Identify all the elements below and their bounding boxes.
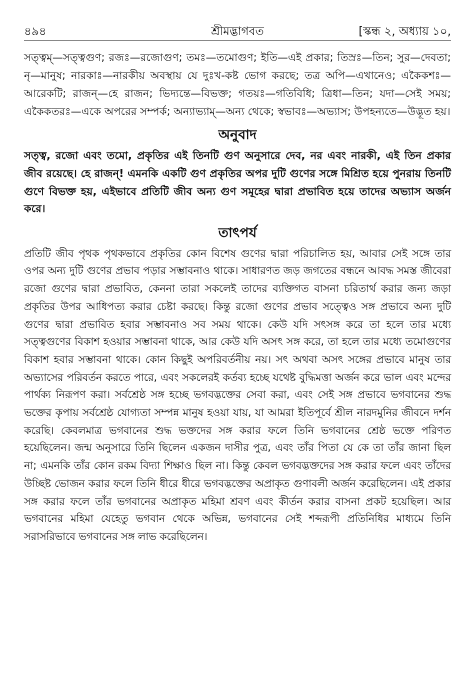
translation-paragraph: সত্ত্ব, রজো এবং তমো, প্রকৃতির এই তিনটি গুণ অনুসারে দেব, নর এবং নারকী, এই তিন প্রকার জীব রয়েছে। হে রাজন্! এমনকি একটি গুণ প্রকৃতির অপর দুটি গুণের সঙ্গে মিশ্রিত হয়ে পুনরায় তিনটি গুণে বিভক্ত হয়, এইভাবে প্রতিটি জীব অন্য গুণ সমূহের দ্বারা প্রভাবিত হয়ে তাদের অভ্যাস অর্জন করে। (24, 150, 451, 216)
purport-paragraph: প্রতিটি জীব পৃথক পৃথকভাবে প্রকৃতির কোন বিশেষ গুণের দ্বারা পরিচালিত হয়, আবার সেই সঙ্গে তার ওপর অন্য দুটি গুণের প্রভাব পড়ার সম্ভাবনাও থাকে। সাধারণত জড় জগতের বন্ধনে আবদ্ধ সমস্ত জীবেরা রজো গুণের দ্বারা প্রভাবিত, কেননা তারা সকলেই তাদের ব্যক্তিগত বাসনা চরিতার্থ করার জন্য জড়া প্রকৃতির উপর আধিপত্য করার চেষ্টা করছে। কিন্তু রজো গুণের প্রভাব সত্ত্বেও সঙ্গ প্রভাবে অন্য দুটি গুণের দ্বারা প্রভাবিত হবার সম্ভাবনাও সব সময় থাকে। কেউ যদি সৎসঙ্গ করে তা হলে তার মধ্যে সত্ত্বগুণের বিকাশ হওয়ার সম্ভাবনা থাকে, আর কেউ যদি অসৎ সঙ্গ করে, তা হলে তার মধ্যে তমোগুণের বিকাশ হবার সম্ভাবনা থাকে। কোন কিছুই অপরিবর্তনীয় নয়। সৎ অথবা অসৎ সঙ্গের প্রভাবে মানুষ তার অভ্যাসের পরিবর্তন করতে পারে, এবং সকলেরই কর্তব্য হচ্ছে যথেষ্ট বুদ্ধিমত্তা অর্জন করে ভাল এবং মন্দের পার্থক্য নিরূপণ করা। সর্বশ্রেষ্ঠ সঙ্গ হচ্ছে ভগবদ্ভক্তের সেবা করা, এবং সেই সঙ্গ প্রভাবে ভগবানের শুদ্ধ ভক্তের কৃপায় সর্বশ্রেষ্ঠ যোগ্যতা সম্পন্ন মানুষ হওয়া যায়, যা আমরা ইতিপূর্বে শ্রীল নারদমুনির জীবনে দর্শন করেছি। কেবলমাত্র ভগবানের শুদ্ধ ভক্তদের সঙ্গ করার ফলে তিনি ভগবানের শ্রেষ্ঠ ভক্তে পরিণত হয়েছিলেন। জন্ম অনুসারে তিনি ছিলেন একজন দাসীর পুত্র, এবং তাঁর পিতা যে কে তা তাঁর জানা ছিল না; এমনকি তাঁর কোন রকম বিদ্যা শিক্ষাও ছিল না। কিন্তু কেবল ভগবদ্ভক্তদের সঙ্গ করার ফলে এবং তাঁদের উচ্ছিষ্ট ভোজন করার ফলে তিনি ধীরে ধীরে ভগবদ্ভক্তের অপ্রাকৃত গুণাবলী অর্জন করেছিলেন। এই প্রকার সঙ্গ করার ফলে তাঁর ভগবানের অপ্রাকৃত মহিমা শ্রবণ এবং কীর্তন করার বাসনা প্রকট হয়েছিল। আর ভগবানের মহিমা যেহেতু ভগবান থেকে অভিন্ন, ভগবানের সেই শব্দরূপী প্রতিনিধির মাধ্যমে তিনি সরাসরিভাবে ভগবানের সঙ্গ লাভ করেছিলেন। (24, 247, 451, 543)
book-title: শ্রীমদ্ভাগবত (211, 24, 264, 38)
running-header (24, 22, 451, 41)
translation-heading: অনুবাদ (218, 127, 257, 144)
synonyms-paragraph: সত্ত্বম্—সত্ত্বগুণ; রজঃ—রজোগুণ; তমঃ—তমোগুণ; ইতি—এই প্রকার; তিস্রঃ—তিন; সুর—দেবতা; নৃ—মানুষ; নারকাঃ—নারকীয় অবস্থায় যে দুঃখ-কষ্ট ভোগ করছে; তত্র অপি—এখানেও; একৈকশঃ—আরেকটি; রাজন্—হে রাজন; ভিদ্যন্তে—বিভক্ত; গতয়ঃ—গতিবিধি; ত্রিধা—তিন; যদা—সেই সময়; একৈকতরঃ—একে অপরের সম্পর্ক; অন্যাভ্যাম্—অন্য থেকে; স্বভাবঃ—অভ্যাস; উপহন্যতে—উদ্ভূত হয়। (24, 52, 451, 119)
chapter-reference: [স্কন্ধ ২, অধ্যায় ১০, (358, 24, 451, 38)
page-number: ৪৯৪ (24, 24, 47, 38)
purport-heading: তাৎপর্য (218, 224, 257, 241)
